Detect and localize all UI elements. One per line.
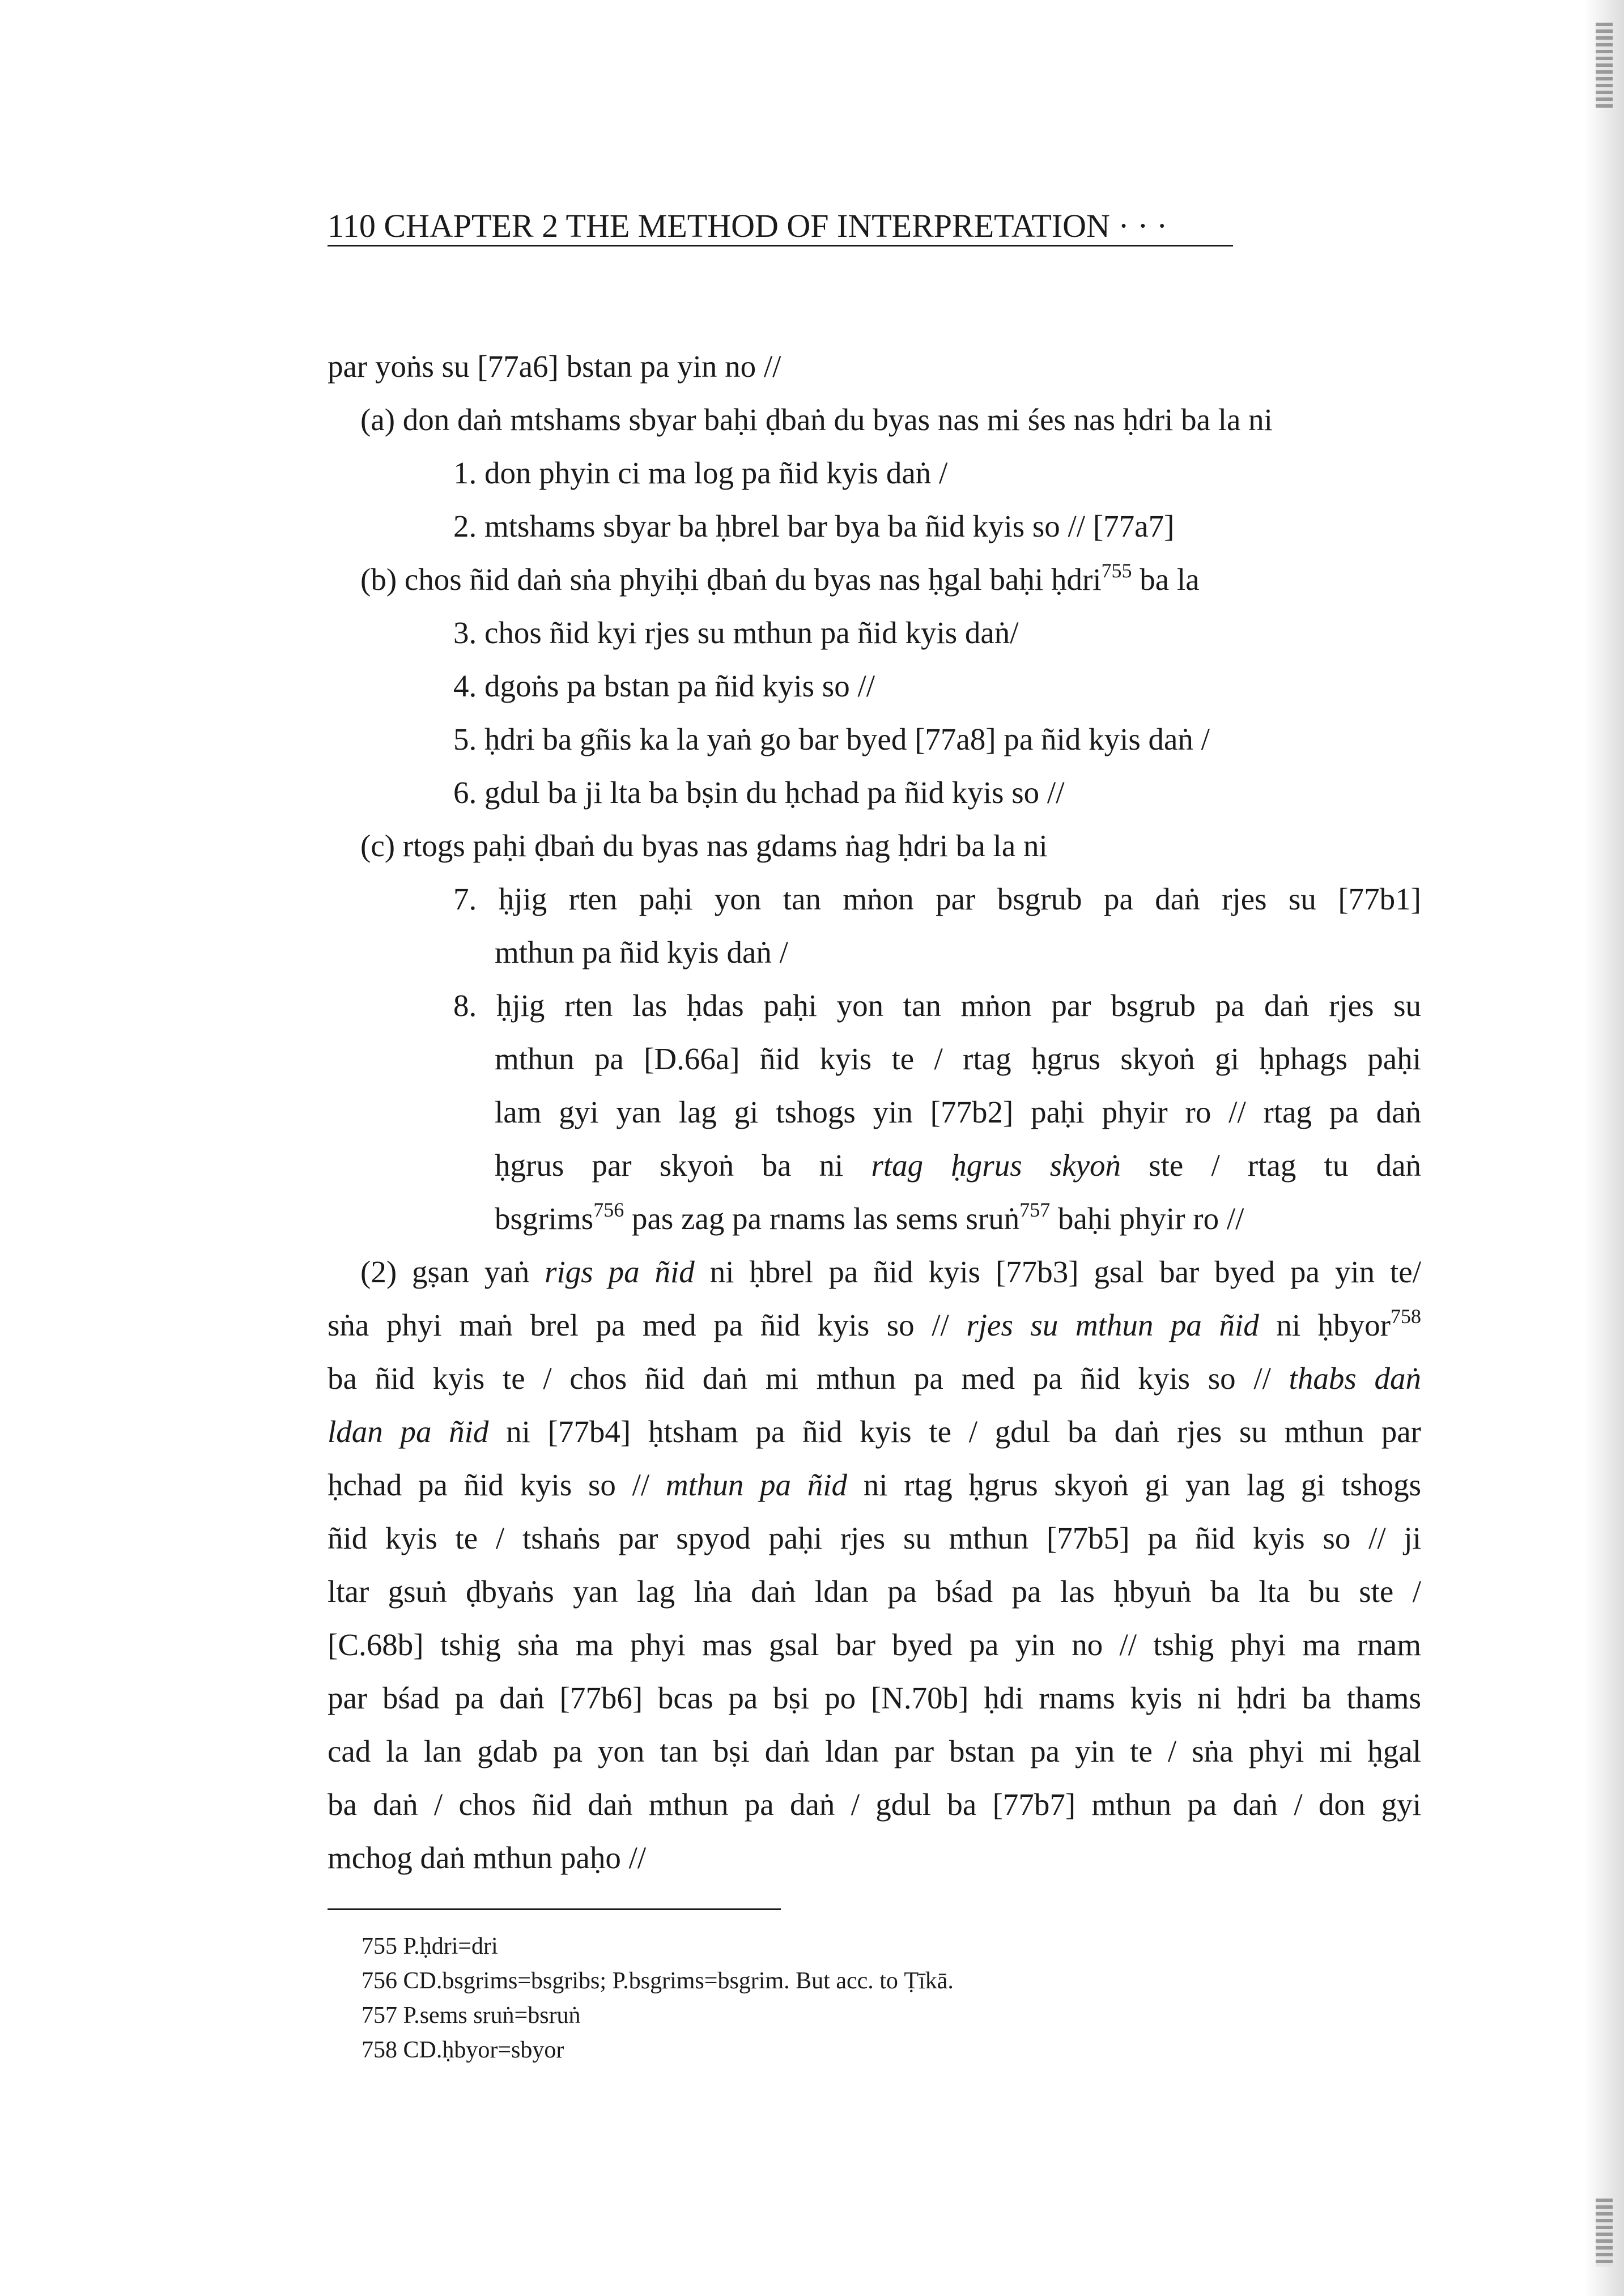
paragraph-2-line: ltar gsuṅ ḍbyaṅs yan lag lṅa daṅ ldan pa bśad pa las ḥbyuṅ ba lta bu ste / [328, 1574, 1421, 1609]
text-span: baḥi phyir ro // [1050, 1201, 1244, 1236]
list-item-4: 4. dgoṅs pa bstan pa ñid kyis so // [453, 669, 875, 703]
footnote-rule [328, 1908, 781, 1910]
running-header: 110 CHAPTER 2 THE METHOD OF INTERPRETATION · · · [328, 207, 1168, 244]
footnote-757: 757 P.sems sruṅ=bsruṅ [362, 2002, 581, 2029]
text-span: ḥgrus par skyoṅ ba ni [495, 1148, 871, 1183]
italic-term: thabs daṅ [1289, 1361, 1421, 1396]
list-item-3: 3. chos ñid kyi rjes su mthun pa ñid kyis daṅ/ [453, 615, 1019, 650]
list-item-6: 6. gdul ba ji lta ba bṣin du ḥchad pa ñid kyis so // [453, 775, 1065, 810]
paragraph-2-line [328, 1459, 1421, 1512]
scan-edge-mark-top [1596, 23, 1613, 108]
list-item-8-cont: mthun pa [D.66a] ñid kyis te / rtag ḥgrus skyoṅ gi ḥphags paḥi [495, 1041, 1421, 1076]
footnote-755: 755 P.ḥdri=dri [362, 1933, 498, 1959]
text-span: bsgrims [495, 1201, 594, 1236]
list-item-8: 8. ḥjig rten las ḥdas paḥi yon tan mṅon par bsgrub pa daṅ rjes su [453, 988, 1421, 1023]
paragraph-2-line [328, 1352, 1421, 1405]
footnote-758: 758 CD.ḥbyor=sbyor [362, 2037, 564, 2063]
footnote-ref-755: 755 [1101, 559, 1132, 582]
italic-term: mthun pa ñid [665, 1468, 848, 1502]
paragraph-2-line [328, 1405, 1421, 1459]
list-item-1: 1. don phyin ci ma log pa ñid kyis daṅ / [453, 456, 948, 490]
text-span: pas zag pa rnams las sems sruṅ [624, 1201, 1020, 1236]
paragraph-2-line: ñid kyis te / tshaṅs par spyod paḥi rjes su mthun [77b5] pa ñid kyis so // ji [328, 1521, 1421, 1555]
italic-term: ldan pa ñid [328, 1414, 489, 1449]
paragraph-2-line: [C.68b] tshig sṅa ma phyi mas gsal bar byed pa yin no // tshig phyi ma rnam [328, 1627, 1421, 1662]
text-span: ni rtag ḥgrus skyoṅ gi yan lag gi tshogs [847, 1468, 1421, 1502]
paragraph-2-line [328, 1245, 1421, 1299]
text-span: ba ñid kyis te / chos ñid daṅ mi mthun pa med pa ñid kyis so // [328, 1361, 1289, 1396]
list-item-8-cont [328, 1139, 1421, 1192]
paragraph-2-line: ba daṅ / chos ñid daṅ mthun pa daṅ / gdul ba [77b7] mthun pa daṅ / don gyi [328, 1787, 1421, 1822]
text-line: par yoṅs su [77a6] bstan pa yin no // [328, 349, 781, 384]
footnote-ref-758: 758 [1391, 1305, 1421, 1328]
text-span: ba la [1132, 562, 1200, 597]
text-span: (b) chos ñid daṅ sṅa phyiḥi ḍbaṅ du byas nas ḥgal baḥi ḥdri [360, 562, 1102, 597]
section-a-heading: (a) don daṅ mtshams sbyar baḥi ḍbaṅ du byas nas mi śes nas ḥdri ba la ni [360, 402, 1273, 437]
footnotes [362, 1929, 954, 2068]
list-item-8-cont: lam gyi yan lag gi tshogs yin [77b2] paḥi phyir ro // rtag pa daṅ [495, 1095, 1421, 1129]
italic-term: rjes su mthun pa ñid [966, 1308, 1259, 1342]
text-span: ste / rtag tu daṅ [1121, 1148, 1421, 1183]
list-item-7-cont: mthun pa ñid kyis daṅ / [495, 935, 788, 970]
scan-edge-shadow [1584, 0, 1624, 2296]
list-item-5: 5. ḥdri ba gñis ka la yaṅ go bar byed [77a8] pa ñid kyis daṅ / [453, 722, 1210, 756]
paragraph-2-line: mchog daṅ mthun paḥo // [328, 1840, 647, 1875]
text-span: (2) gṣan yaṅ [360, 1255, 545, 1289]
text-span: ḥchad pa ñid kyis so // [328, 1468, 666, 1502]
footnote-ref-757: 757 [1019, 1198, 1051, 1221]
main-text [328, 340, 1421, 1885]
section-c-heading: (c) rtogs paḥi ḍbaṅ du byas nas gdams ṅag ḥdri ba la ni [360, 828, 1048, 863]
italic-term: rigs pa ñid [545, 1255, 695, 1289]
text-span: ni [77b4] ḥtsham pa ñid kyis te / gdul ba daṅ rjes su mthun par [488, 1414, 1422, 1449]
italic-term: rtag ḥgrus skyoṅ [871, 1148, 1121, 1183]
footnote-ref-756: 756 [593, 1198, 624, 1221]
paragraph-2-line [328, 1299, 1421, 1352]
scan-edge-mark-bottom [1596, 2199, 1613, 2267]
list-item-2: 2. mtshams sbyar ba ḥbrel bar bya ba ñid kyis so // [77a7] [453, 509, 1175, 543]
text-span: ni ḥbyor [1259, 1308, 1391, 1342]
footnote-756: 756 CD.bsgrims=bsgribs; P.bsgrims=bsgrim. But acc. to Ṭīkā. [362, 1968, 954, 1994]
list-item-7: 7. ḥjig rten paḥi yon tan mṅon par bsgrub pa daṅ rjes su [77b1] [453, 882, 1421, 916]
header-rule [328, 245, 1233, 246]
text-span: sṅa phyi maṅ brel pa med pa ñid kyis so // [328, 1308, 967, 1342]
text-span: ni ḥbrel pa ñid kyis [77b3] gsal bar byed pa yin te/ [694, 1255, 1421, 1289]
section-b-heading [328, 553, 1421, 606]
paragraph-2-line: par bśad pa daṅ [77b6] bcas pa bṣi po [N.70b] ḥdi rnams kyis ni ḥdri ba thams [328, 1681, 1421, 1715]
paragraph-2-line: cad la lan gdab pa yon tan bṣi daṅ ldan par bstan pa yin te / sṅa phyi mi ḥgal [328, 1734, 1421, 1768]
list-item-8-cont [328, 1192, 1421, 1245]
